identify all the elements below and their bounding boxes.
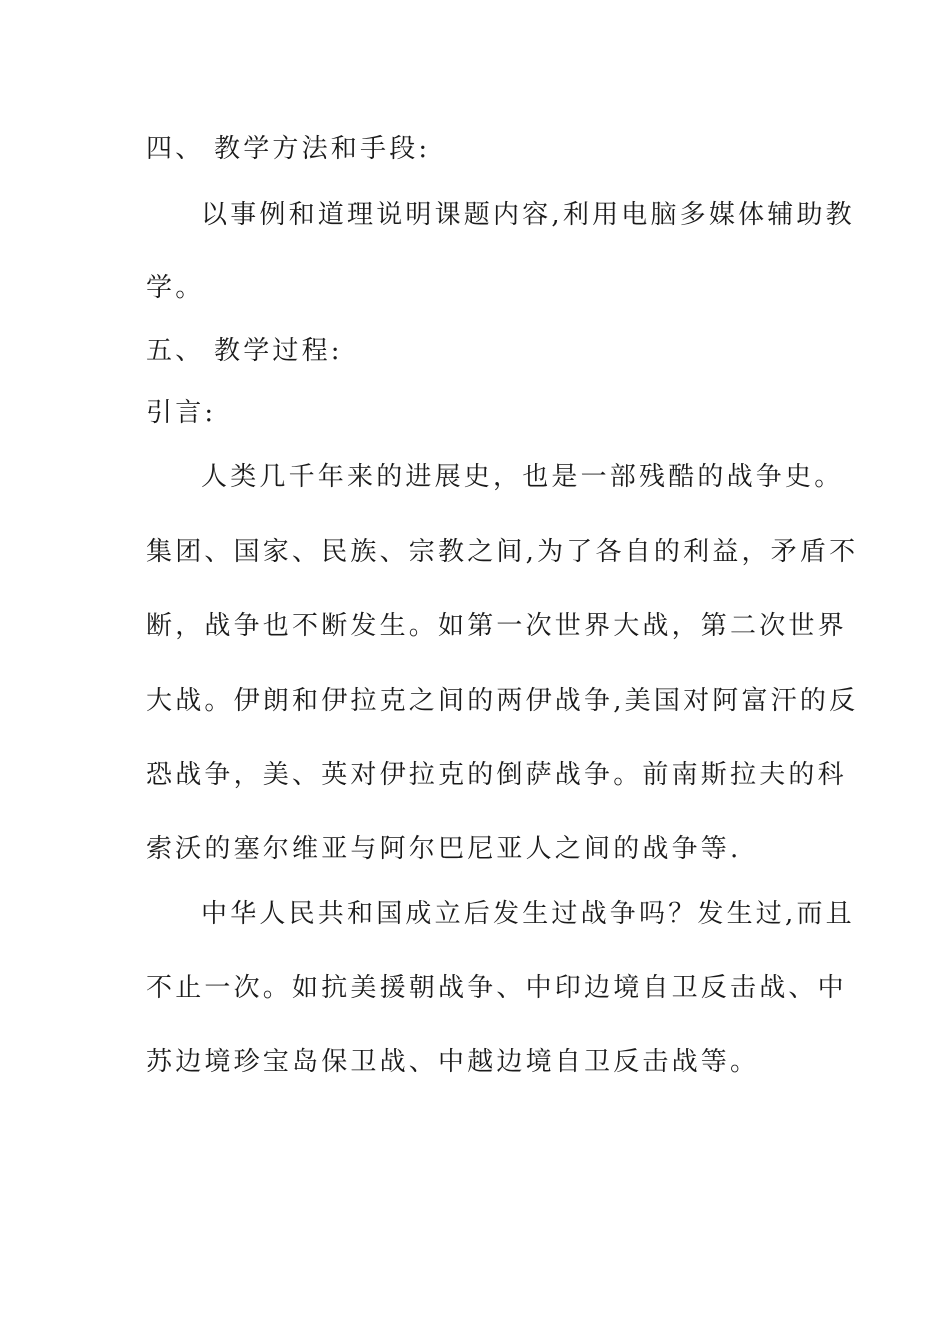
section-heading-5	[146, 334, 826, 368]
text-line: 学。	[146, 273, 205, 303]
text-line: 以事例和道理说明课题内容,利用电脑多媒体辅助教	[201, 200, 855, 230]
text-line: 不止一次。如抗美援朝战争、中印边境自卫反击战、中	[146, 973, 847, 1003]
text-line: 人类几千年来的进展史，也是一部残酷的战争史。	[201, 462, 844, 492]
text-line: 大战。伊朗和伊拉克之间的两伊战争,美国对阿富汗的反	[146, 686, 859, 716]
text-line: 集团、国家、民族、宗教之间,为了各自的利益，矛盾不	[146, 537, 859, 567]
text-line: 中华人民共和国成立后发生过战争吗？发生过,而且	[201, 899, 855, 929]
section-heading-4	[146, 132, 826, 166]
text-line: 断，战争也不断发生。如第一次世界大战，第二次世界	[146, 611, 847, 641]
text-line: 索沃的塞尔维亚与阿尔巴尼亚人之间的战争等.	[146, 834, 742, 864]
section-title: 教学方法和手段:	[214, 134, 431, 164]
text-line: 苏边境珍宝岛保卫战、中越边境自卫反击战等。	[146, 1047, 760, 1077]
section-title: 教学过程:	[214, 336, 343, 366]
intro-label: 引言:	[146, 398, 217, 428]
section-number: 四、	[146, 134, 205, 164]
text-line: 恐战争，美、英对伊拉克的倒萨战争。前南斯拉夫的科	[146, 760, 847, 790]
section-number: 五、	[146, 336, 205, 366]
